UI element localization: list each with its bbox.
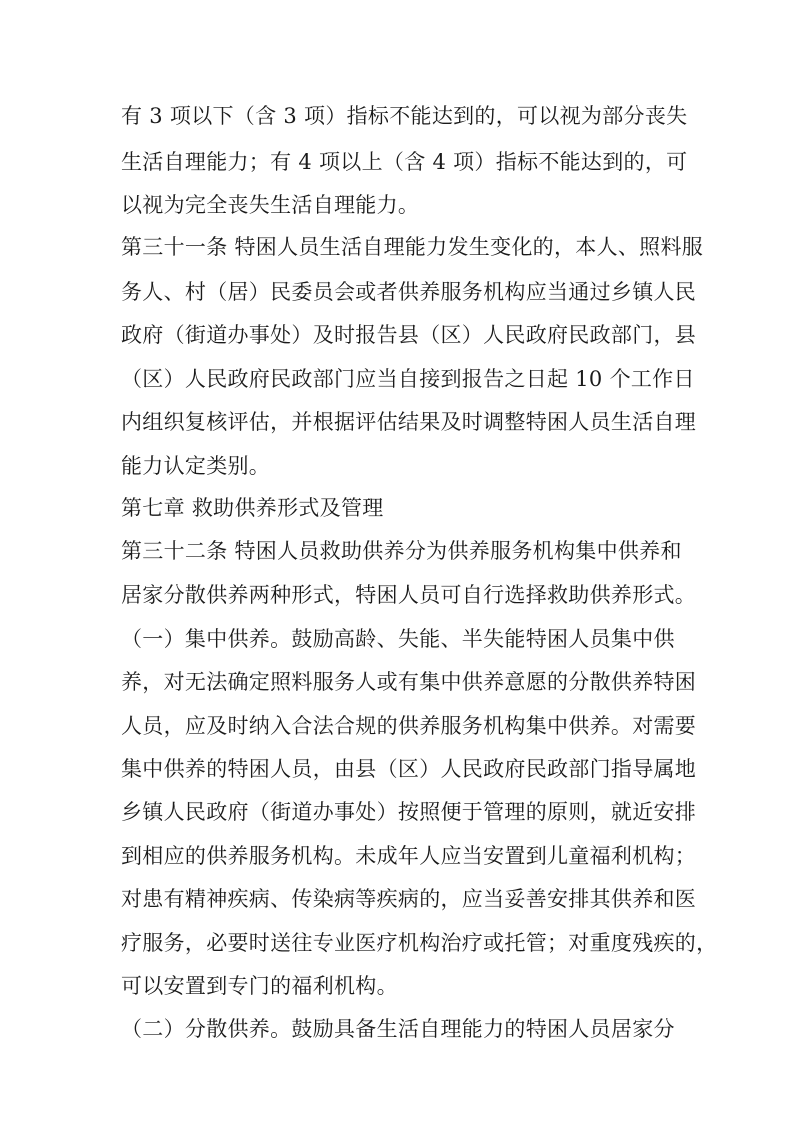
text-line: 内组织复核评估，并根据评估结果及时调整特困人员生活自理 xyxy=(121,410,697,434)
text-line: 生活自理能力；有 4 项以上（含 4 项）指标不能达到的，可 xyxy=(121,150,688,174)
text-line: 务人、村（居）民委员会或者供养服务机构应当通过乡镇人民 xyxy=(121,280,697,304)
article-31-line: 第三十一条 特困人员生活自理能力发生变化的，本人、照料服 xyxy=(121,235,704,259)
text-line: 能力认定类别。 xyxy=(121,454,271,478)
text-line: 养，对无法确定照料服务人或有集中供养意愿的分散供养特困 xyxy=(121,670,697,694)
text-line: 人员，应及时纳入合法合规的供养服务机构集中供养。对需要 xyxy=(121,714,697,738)
text-line: 居家分散供养两种形式，特困人员可自行选择救助供养形式。 xyxy=(121,583,697,607)
item-1-line: （一）集中供养。鼓励高龄、失能、半失能特困人员集中供 xyxy=(121,627,675,651)
chapter-7-heading: 第七章 救助供养形式及管理 xyxy=(121,496,384,520)
text-line: 到相应的供养服务机构。未成年人应当安置到儿童福利机构； xyxy=(121,844,697,868)
text-line: （区）人民政府民政部门应当自接到报告之日起 10 个工作日 xyxy=(121,367,695,391)
article-32-line: 第三十二条 特困人员救助供养分为供养服务机构集中供养和 xyxy=(121,539,682,563)
text-line: 乡镇人民政府（街道办事处）按照便于管理的原则，就近安排 xyxy=(121,800,697,824)
text-line: 有 3 项以下（含 3 项）指标不能达到的，可以视为部分丧失 xyxy=(121,104,688,128)
item-2-line: （二）分散供养。鼓励具备生活自理能力的特困人员居家分 xyxy=(121,1017,675,1041)
text-line: 疗服务，必要时送往专业医疗机构治疗或托管；对重度残疾的， xyxy=(121,931,718,955)
text-line: 以视为完全丧失生活自理能力。 xyxy=(121,193,420,217)
text-line: 政府（街道办事处）及时报告县（区）人民政府民政部门，县 xyxy=(121,323,697,347)
text-line: 可以安置到专门的福利机构。 xyxy=(121,974,398,998)
text-line: 集中供养的特困人员，由县（区）人民政府民政部门指导属地 xyxy=(121,757,697,781)
text-line: 对患有精神疾病、传染病等疾病的，应当妥善安排其供养和医 xyxy=(121,887,697,911)
